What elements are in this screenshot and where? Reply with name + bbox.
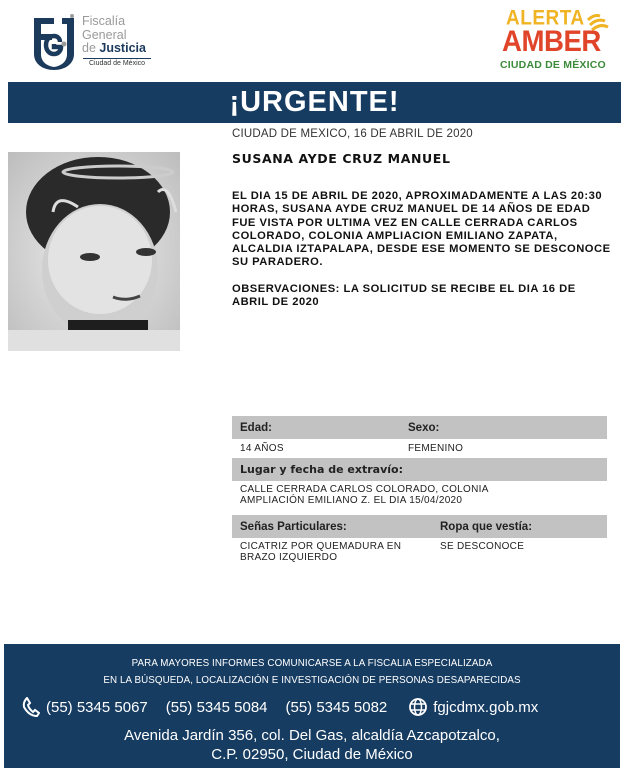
missing-person-name: SUSANA AYDE CRUZ MANUEL [232,151,451,166]
fgj-line3 [82,42,146,56]
contact-footer [4,644,620,768]
amber-city-text: CIUDAD DE MÉXICO [500,59,606,71]
place-label: Lugar y fecha de extravío: [240,463,403,476]
place-header [232,458,607,481]
marks-value [232,541,440,563]
age-sex-header [232,416,607,439]
phone-number-2[interactable]: (55) 5345 5084 [165,698,268,716]
globe-icon [409,698,427,716]
marks-label: Señas Particulares: [240,520,347,533]
address-line1: Avenida Jardín 356, col. Del Gas, alcaldía Azcapotzalco, [124,727,500,744]
amber-amber-text: AMBER [502,25,601,58]
marks-clothes-header [232,515,607,538]
place-value [232,481,607,511]
phone-number-1[interactable]: (55) 5345 5067 [46,698,148,716]
place-value-line1: CALLE CERRADA CARLOS COLORADO, COLONIA [240,484,489,495]
report-narrative: EL DIA 15 DE ABRIL DE 2020, APROXIMADAMENTE A LAS 20:30 HORAS, SUSANA AYDE CRUZ MANUEL DE 14 AÑOS DE EDAD FUE VISTA POR ULTIMA VEZ EN CALLE CERRADA CARLOS COLORADO, COLONIA AMPLIACION EMILIANO ZAPATA, ALCALDIA IZTAPALAPA, DESDE ESE MOMENTO SE DESCONOCE SU PARADERO. [232,190,611,269]
website-text[interactable]: fgjcdmx.gob.mx [433,698,539,716]
phone-icon [22,697,40,717]
footer-contacts [22,697,538,717]
footer-info-line2: EN LA BÚSQUEDA, LOCALIZACIÓN E INVESTIGACIÓN DE PERSONAS DESAPARECIDAS [103,675,521,686]
amber-alerta-text: ALERTA [506,6,585,30]
clothes-value: SE DESCONOCE [440,541,525,552]
fgj-city: Ciudad de México [83,58,151,67]
portrait-placeholder-icon [8,152,180,351]
address-line2: C.P. 02950, Ciudad de México [211,746,413,763]
phone-number-3[interactable]: (55) 5345 5082 [285,698,388,716]
sex-label: Sexo: [408,421,440,434]
fgj-line3-prefix: de [82,41,100,55]
age-value: 14 AÑOS [240,443,284,454]
age-label: Edad: [240,421,272,434]
website-link[interactable] [409,698,538,716]
fgj-shield-icon [32,14,76,70]
report-date: CIUDAD DE MEXICO, 16 DE ABRIL DE 2020 [232,128,473,140]
fgj-logo [30,10,160,70]
amber-alert-logo [496,6,611,72]
banner-title: ¡URGENTE! [229,86,400,118]
fgj-line1: Fiscalía [82,14,126,28]
fgj-wordmark [82,15,146,56]
sex-value: FEMENINO [408,443,464,454]
missing-person-photo [8,152,180,351]
report-observations: OBSERVACIONES: LA SOLICITUD SE RECIBE EL DIA 16 DE ABRIL DE 2020 [232,283,576,309]
fgj-line3-strong: Justicia [99,41,146,55]
info-table [232,416,607,563]
marks-clothes-values [232,538,607,563]
marks-value-line1: CICATRIZ POR QUEMADURA EN [240,541,402,552]
footer-info-line1: PARA MAYORES INFORMES COMUNICARSE A LA FISCALIA ESPECIALIZADA [131,658,493,669]
clothes-label: Ropa que vestía: [440,520,533,533]
age-sex-values [232,439,607,458]
urgent-banner [8,82,621,123]
fgj-line2: General [82,27,127,42]
place-value-line2: AMPLIACIÓN EMILIANO Z. EL DIA 15/04/2020 [240,495,463,506]
marks-value-line2: BRAZO IZQUIERDO [240,552,338,563]
